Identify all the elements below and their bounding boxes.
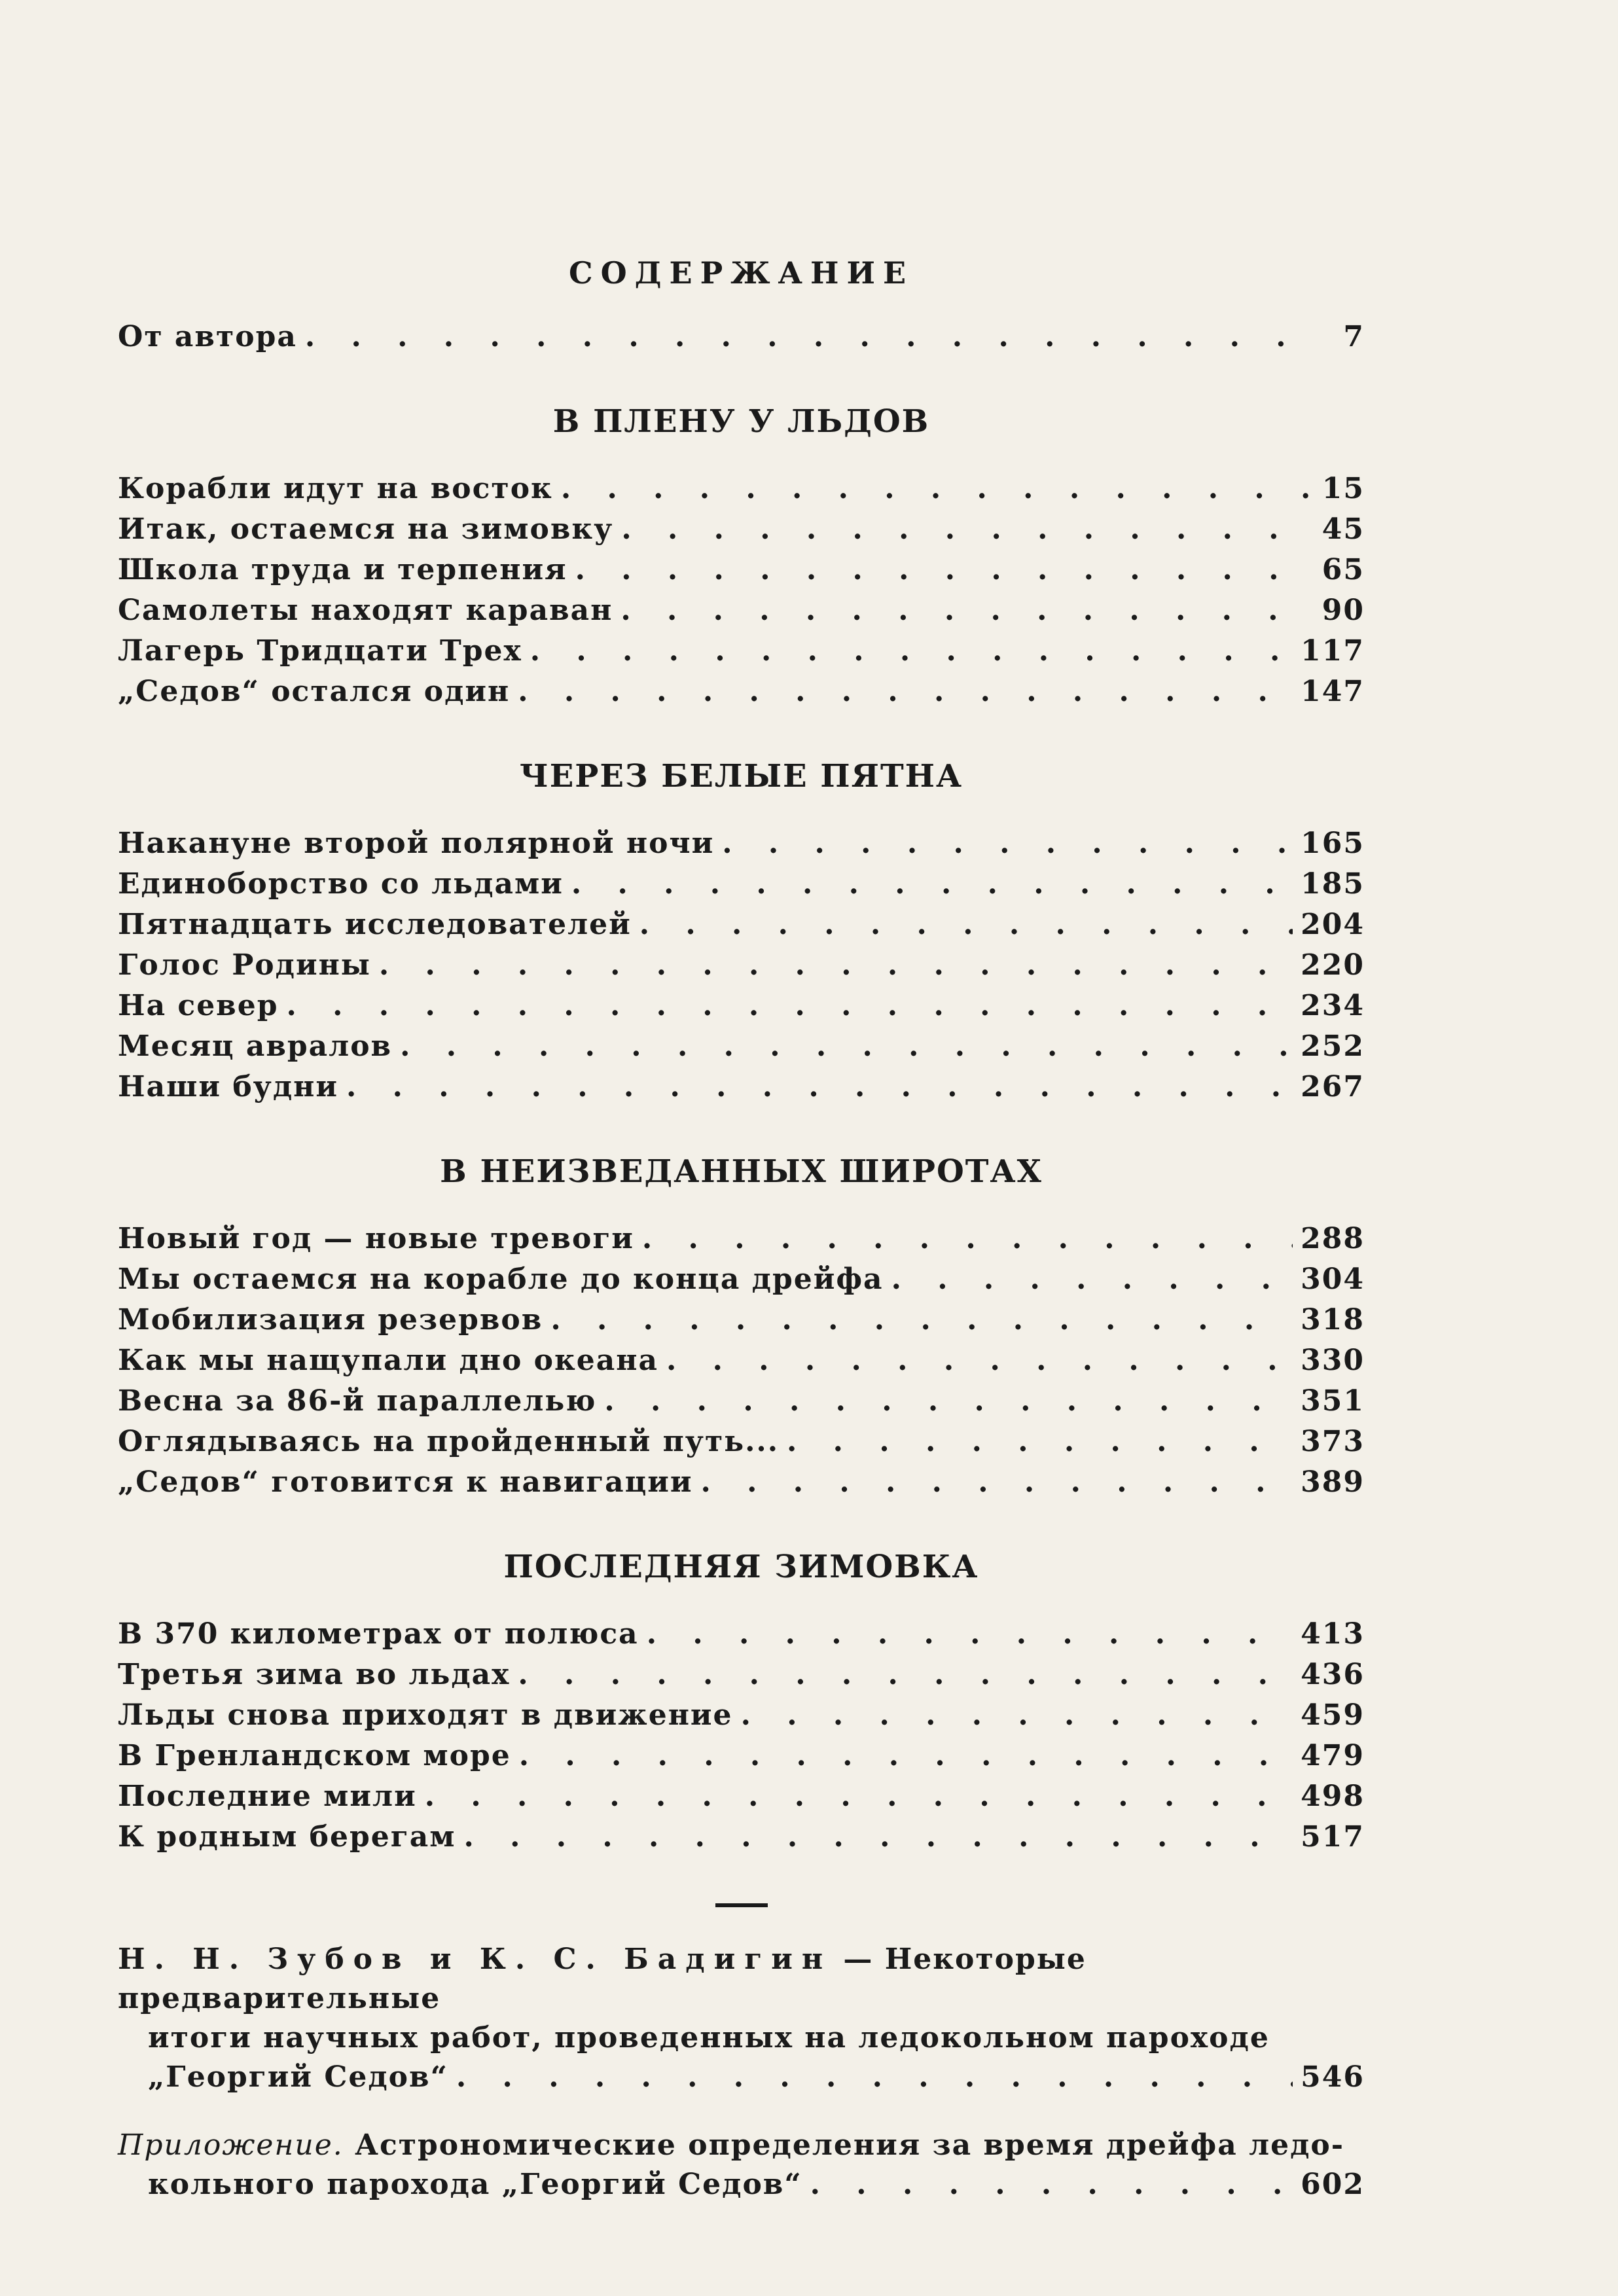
article-authors: Н. Н. Зубов и К. С. Бадигин [118,1943,833,1976]
toc-entry [118,469,1365,509]
leader-dots [518,672,1293,712]
article-line1: Некоторые предварительные [118,1943,1087,2015]
entry-label: Весна за 86-й параллелью [118,1384,597,1418]
entry-page: 330 [1301,1344,1365,1377]
entry-page: 436 [1301,1658,1365,1691]
entry-label: Третья зима во льдах [118,1658,511,1691]
toc-entry [118,1614,1365,1655]
entry-label: В Гренландском море [118,1739,511,1772]
section-heading: В НЕИЗВЕДАННЫХ ШИРОТАХ [440,1153,1043,1190]
toc-entry [118,1736,1365,1776]
entry-page: 65 [1321,553,1365,586]
entry-page: 147 [1301,675,1365,708]
leader-dots [810,2165,1293,2204]
toc-entry [118,590,1365,631]
entry-label: На север [118,989,279,1022]
article-dash: — [832,1943,885,1976]
section-heading: ЧЕРЕЗ БЕЛЫЕ ПЯТНА [519,758,963,795]
toc-entry [118,672,1365,712]
leader-dots [642,1219,1293,1259]
toc-entry [118,864,1365,905]
appendix-line2: кольного парохода „Георгий Седов“ [148,2168,802,2201]
entry-page: 389 [1301,1465,1365,1499]
toc-entry [118,1219,1365,1259]
entry-label: К родным берегам [118,1820,456,1854]
leader-dots [787,1422,1293,1462]
entry-label: Мобилизация резервов [118,1303,543,1336]
leader-dots [621,509,1314,550]
article-line3: „Георгий Седов“ [148,2060,448,2094]
entry-page: 267 [1301,1070,1365,1103]
toc-entry [118,1300,1365,1340]
entry-label: Наши будни [118,1070,339,1103]
entry-label: Пятнадцать исследователей [118,908,632,941]
section-heading: ПОСЛЕДНЯЯ ЗИМОВКА [503,1549,979,1585]
leader-dots [741,1695,1293,1736]
entry-page: 318 [1301,1303,1365,1336]
toc-entry [118,1817,1365,1857]
appendix-last-line [118,2165,1365,2204]
leader-dots [518,1655,1293,1695]
toc-entry-foreword [118,317,1365,357]
toc-entry-article [118,1940,1365,2097]
entry-page: 204 [1301,908,1365,941]
entry-label: Последние мили [118,1780,417,1813]
leader-dots [604,1381,1293,1422]
toc-entry [118,550,1365,590]
toc-entry [118,945,1365,986]
entry-page: 90 [1321,594,1365,627]
entry-page: 7 [1343,320,1365,353]
entry-label: Итак, остаемся на зимовку [118,512,614,546]
entry-label: Корабли идут на восток [118,472,553,505]
entry-label: Самолеты находят караван [118,594,613,627]
entry-page: 479 [1301,1739,1365,1772]
toc-entry [118,823,1365,864]
leader-dots [463,1817,1293,1857]
article-line2: итоги научных работ, проведенных на ледокольном пароходе [148,2021,1270,2054]
article-first-line [118,1940,1365,2018]
leader-dots [647,1614,1293,1655]
entry-label: Льды снова приходят в движение [118,1698,733,1732]
leader-dots [620,590,1314,631]
entry-label: Новый год — новые тревоги [118,1222,634,1255]
section-heading: В ПЛЕНУ У ЛЬДОВ [552,403,930,440]
entry-page: 517 [1301,1820,1365,1854]
toc-entry [118,1067,1365,1107]
appendix-label: Приложение. [118,2128,344,2162]
entry-page: 602 [1301,2168,1365,2201]
entry-page: 45 [1321,512,1365,546]
toc-entry [118,1340,1365,1381]
leader-dots [571,864,1293,905]
toc-entry [118,1655,1365,1695]
leader-dots [561,469,1314,509]
entry-page: 413 [1301,1617,1365,1651]
entry-page: 459 [1301,1698,1365,1732]
leader-dots [575,550,1314,590]
leader-dots [346,1067,1293,1107]
leader-dots [425,1776,1293,1817]
entry-label: Голос Родины [118,948,371,982]
toc-entry [118,631,1365,672]
entry-label: В 370 километрах от полюса [118,1617,639,1651]
toc-entry [118,1259,1365,1300]
leader-dots [639,905,1293,945]
toc-entry [118,1462,1365,1503]
entry-page: 288 [1301,1222,1365,1255]
table-of-contents [118,255,1365,2204]
leader-dots [891,1259,1293,1300]
toc-entry [118,986,1365,1026]
toc-entry [118,1776,1365,1817]
sections [118,403,1365,1857]
entry-page: 220 [1301,948,1365,982]
entry-label: „Седов“ готовится к навигации [118,1465,693,1499]
toc-entry [118,1422,1365,1462]
appendix-line1: Астрономические определения за время дрейфа ледо- [355,2128,1345,2162]
entry-page: 304 [1301,1263,1365,1296]
entry-page: 185 [1301,867,1365,901]
toc-entry [118,509,1365,550]
leader-dots [400,1026,1293,1067]
leader-dots [456,2058,1293,2097]
leader-dots [519,1736,1293,1776]
entry-label: Накануне второй полярной ночи [118,827,715,860]
toc-entry [118,1381,1365,1422]
entry-label: Месяц авралов [118,1030,393,1063]
toc-entry [118,1695,1365,1736]
entry-page: 165 [1301,827,1365,860]
toc-entry [118,1026,1365,1067]
entry-page: 117 [1301,634,1365,668]
entry-label: Как мы нащупали дно океана [118,1344,658,1377]
appendix-first-line [118,2126,1365,2165]
entry-page: 498 [1301,1780,1365,1813]
leader-dots [666,1340,1293,1381]
entry-label: Школа труда и терпения [118,553,567,586]
leader-dots [305,317,1318,357]
toc-entry [118,905,1365,945]
entry-label: „Седов“ остался один [118,675,511,708]
entry-label: Лагерь Тридцати Трех [118,634,522,668]
toc-entry-appendix [118,2126,1365,2204]
entry-page: 252 [1301,1030,1365,1063]
entry-label: От автора [118,320,297,353]
entry-page: 546 [1301,2060,1365,2094]
page-title: СОДЕРЖАНИЕ [568,255,914,291]
entry-page: 351 [1301,1384,1365,1418]
divider [715,1903,768,1907]
entry-page: 373 [1301,1425,1365,1458]
entry-page: 15 [1321,472,1365,505]
entry-page: 234 [1301,989,1365,1022]
entry-label: Мы остаемся на корабле до конца дрейфа [118,1263,884,1296]
leader-dots [287,986,1293,1026]
leader-dots [700,1462,1293,1503]
leader-dots [530,631,1293,672]
entry-label: Оглядываясь на пройденный путь... [118,1425,780,1458]
leader-dots [550,1300,1293,1340]
leader-dots [722,823,1293,864]
entry-label: Единоборство со льдами [118,867,564,901]
leader-dots [379,945,1293,986]
article-last-line [118,2058,1365,2097]
